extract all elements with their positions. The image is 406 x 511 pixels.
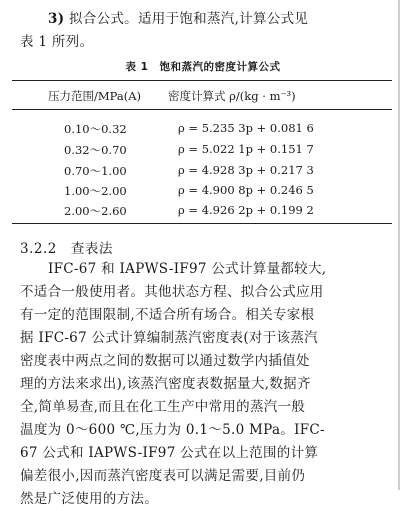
table-cell-formula: ρ = 4.926 2p + 0.199 2: [178, 203, 314, 217]
body-line: 67 公式和 IAPWS-IF97 公式在以上范围的计算: [20, 445, 319, 461]
table-bottom-rule: [12, 223, 392, 224]
table-cell-range: 0.10～0.32: [64, 122, 127, 136]
table-cell-formula: ρ = 4.928 3p + 0.217 3: [178, 163, 314, 177]
body-line: 温度为 0～600 ℃,压力为 0.1～5.0 MPa。IFC-: [20, 422, 325, 438]
body-line: 全,简单易查,而且在化工生产中常用的蒸汽一般: [20, 399, 306, 415]
item-label: 3): [48, 11, 65, 27]
section-number: 3.2.2: [20, 241, 57, 257]
intro-text-1: 拟合公式。适用于饱和蒸汽,计算公式见: [68, 11, 309, 27]
table-header-density: 密度计算式 ρ/(kg · m⁻³): [168, 89, 296, 103]
table-header-pressure: 压力范围/MPa(A): [48, 89, 142, 103]
section-heading: [20, 237, 113, 257]
section-title: 查表法: [70, 241, 113, 257]
table-cell-range: 0.32～0.70: [64, 143, 127, 157]
body-line: 有一定的范围限制,不适合所有场合。相关专家根: [20, 307, 315, 323]
table-top-rule: [12, 80, 392, 81]
body-line: 密度表中两点之间的数据可以通过数学内插值处: [20, 353, 310, 369]
body-line: IFC-67 和 IAPWS-IF97 公式计算量都较大,: [48, 261, 327, 277]
body-line: 据 IFC-67 公式计算编制蒸汽密度表(对于该蒸汽: [20, 330, 318, 346]
table-cell-formula: ρ = 5.022 1p + 0.151 7: [178, 142, 314, 156]
body-line: 不适合一般使用者。其他状态方程、拟合公式应用: [20, 284, 324, 300]
table-caption: 表 1 饱和蒸汽的密度计算公式: [125, 61, 281, 73]
page-edge: [398, 0, 400, 490]
table-cell-range: 0.70～1.00: [64, 164, 127, 178]
table-header-rule: [12, 109, 392, 110]
body-line: 理的方法来求出),该蒸汽密度表数据量大,数据齐: [20, 376, 311, 392]
table-cell-range: 2.00～2.60: [64, 204, 127, 218]
intro-line-1: [20, 8, 380, 31]
intro-line-2: 表 1 所列。: [20, 34, 94, 50]
body-line: 偏差很小,因而蒸汽密度表可以满足需要,目前仍: [20, 468, 306, 484]
intro-paragraph: [20, 8, 380, 54]
table-cell-formula: ρ = 5.235 3p + 0.081 6: [178, 121, 314, 135]
body-paragraph: [20, 258, 380, 511]
table-cell-range: 1.00～2.00: [64, 184, 127, 198]
table-cell-formula: ρ = 4.900 8p + 0.246 5: [178, 183, 314, 197]
body-line: 然是广泛使用的方法。: [20, 491, 158, 507]
